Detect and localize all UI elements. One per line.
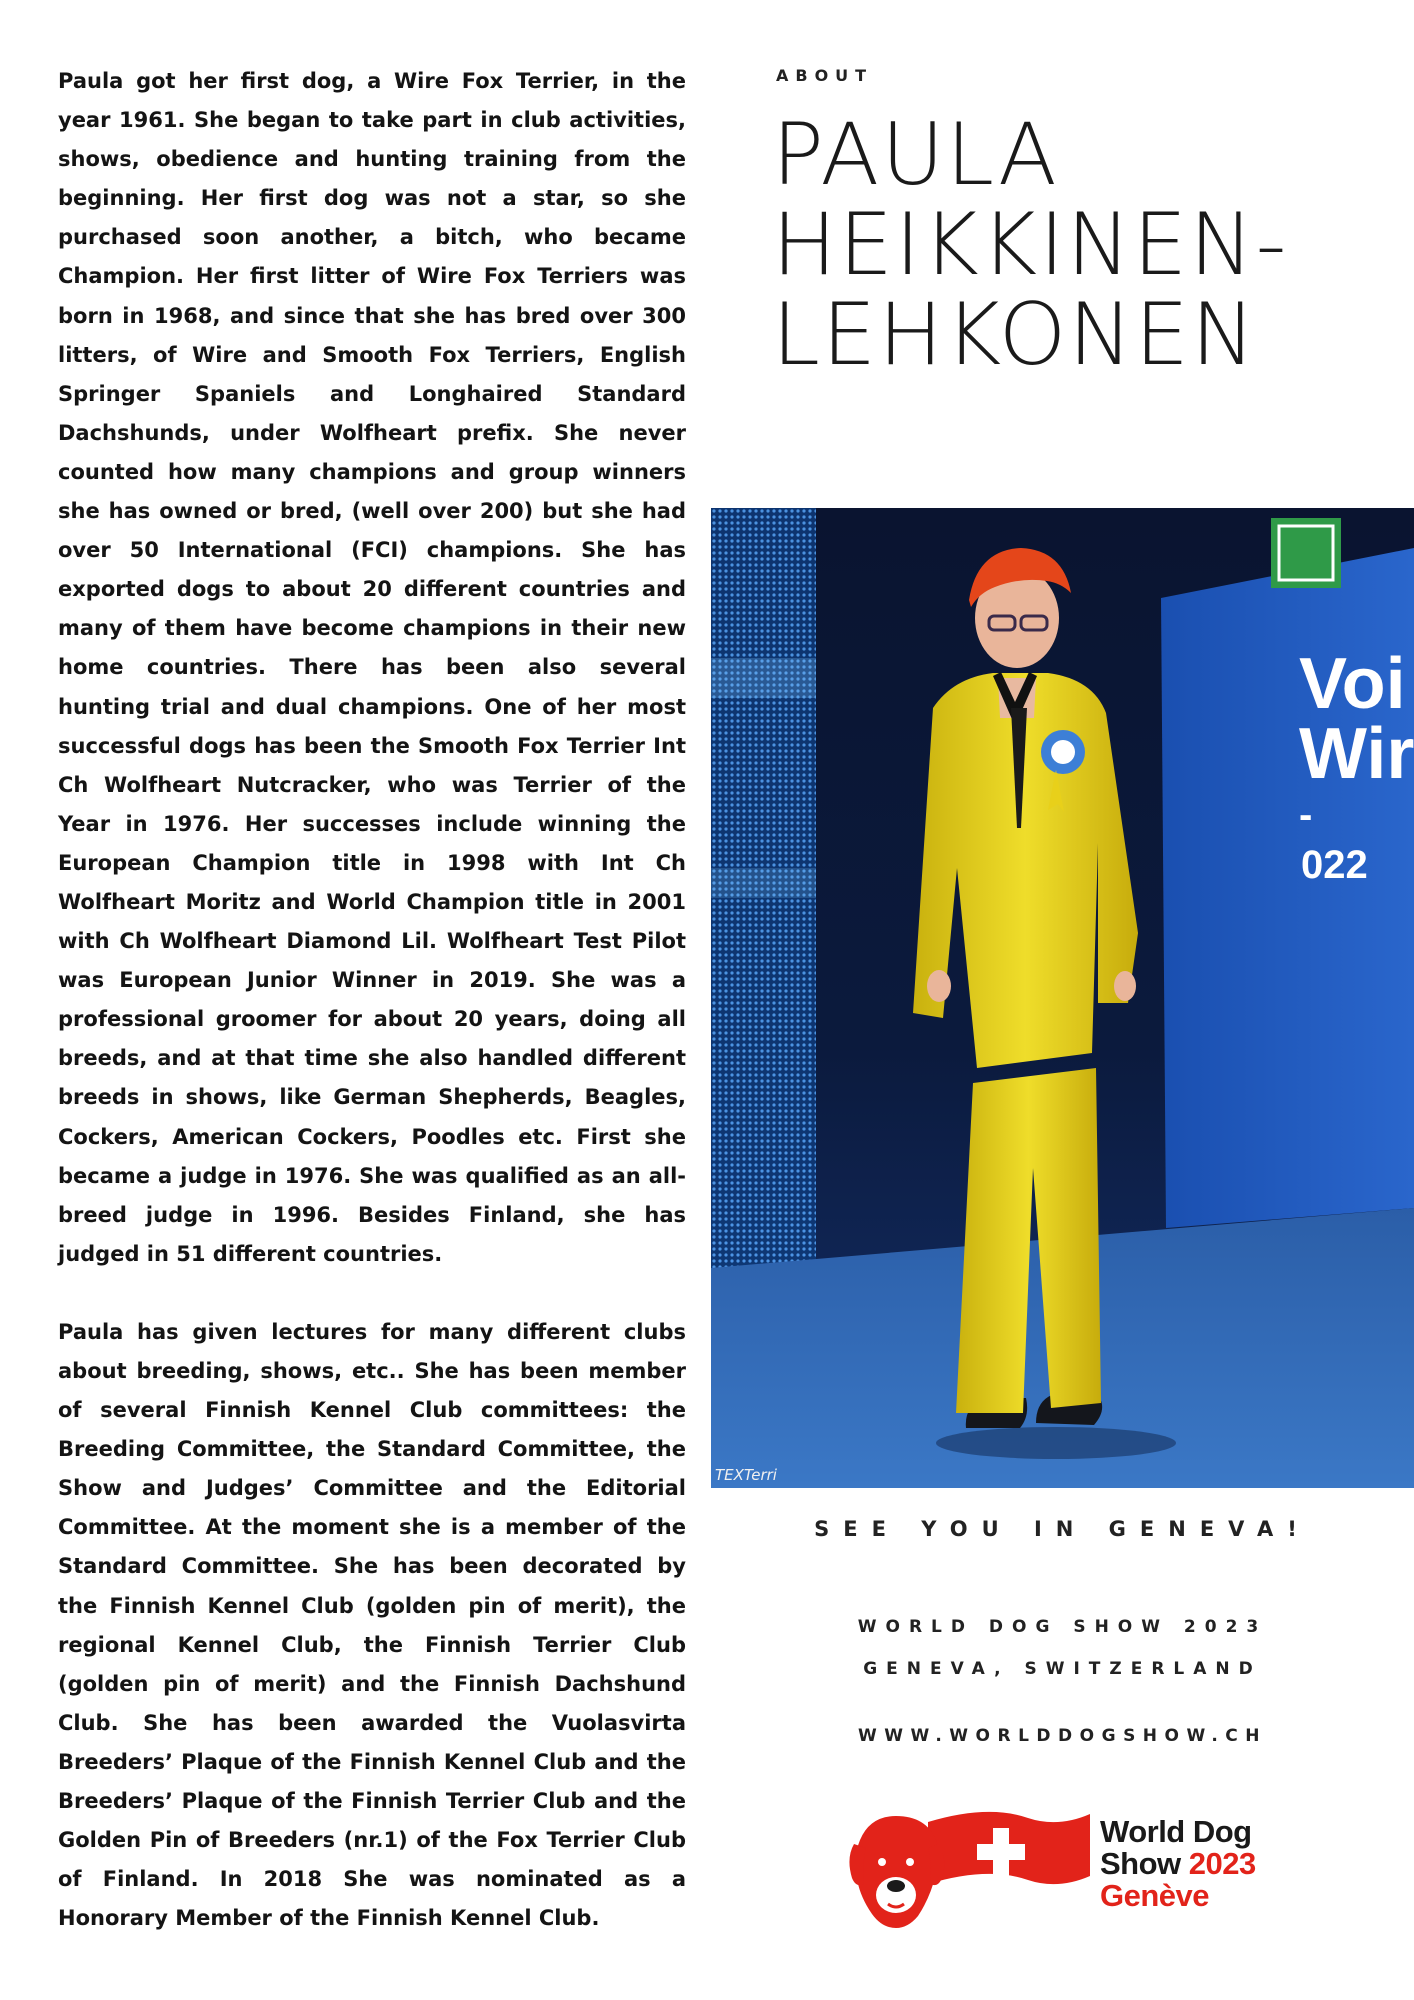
website-link[interactable]: WWW.WORLDDOGSHOW.CH — [857, 1726, 1268, 1746]
logo-line-2a: Show — [1100, 1846, 1189, 1881]
exit-sign — [1271, 518, 1341, 588]
photo-credit: TEXTerri — [715, 1466, 777, 1484]
section-eyebrow: ABOUT — [776, 66, 874, 85]
logo-line-2b: 2023 — [1188, 1846, 1256, 1881]
event-info — [711, 1606, 1414, 1690]
bio-paragraph-1: Paula got her first dog, a Wire Fox Terrier, in the year 1961. She began to take part in club activities, shows, obedience and hunting training from the beginning. Her first dog was not a star, so she purchased soon another, a bitch, who became Champion. Her first litter of Wire Fox Terriers was born in 1968, and since that she has bred over 300 litters, of Wire and Smooth Fox Terriers, English Springer Spaniels and Longhaired Standard Dachshunds, under Wolfheart prefix. She never counted how many champions and group winners she has owned or bred, (well over 200) but she had over 50 International (FCI) champions. She has exported dogs to about 20 different countries and many of them have become champions in their new home countries. There has been also several hunting trial and dual champions. One of her most successful dogs has been the Smooth Fox Terrier Int Ch Wolfheart Nutcracker, who was Terrier of the Year in 1976. Her successes include winning the European Champion title in 1998 with Int Ch Wolfheart Moritz and World Champion title in 2001 with Ch Wolfheart Diamond Lil. Wolfheart Test Pilot was European Junior Winner in 2019. She was a professional groomer for about 20 years, doing all breeds, and at that time she also handled different breeds in shows, like German Shepherds, Beagles, Cockers, American Cockers, Poodles etc. First she became a judge in 1976. She was qualified as an all-breed judge in 1996. Besides Finland, she has judged in 51 different countries. — [58, 69, 686, 1266]
judge-photo — [711, 508, 1414, 1488]
dog-flag-icon — [848, 1800, 1093, 1930]
screen-text-2: Wir — [1299, 714, 1414, 794]
tagline: SEE YOU IN GENEVA! — [814, 1517, 1311, 1541]
logo-wordmark — [1100, 1816, 1256, 1912]
biography — [58, 62, 686, 1938]
screen-text-3: - — [1299, 793, 1313, 837]
logo-line-1: World Dog — [1100, 1814, 1252, 1849]
logo-line-3: Genève — [1100, 1878, 1210, 1913]
event-location: GENEVA, SWITZERLAND — [863, 1659, 1262, 1679]
bio-paragraph-2: Paula has given lectures for many different clubs about breeding, shows, etc.. She has been member of several Finnish Kennel Club committees: the Breeding Committee, the Standard Committee, the Show and Judges’ Committee and the Editorial Committee. At the moment she is a member of the Standard Committee. She has been decorated by the Finnish Kennel Club (golden pin of merit), the regional Kennel Club, the Finnish Terrier Club (golden pin of merit) and the Finnish Dachshund Club. She has been awarded the Vuolasvirta Breeders’ Plaque of the Finnish Kennel Club and the Breeders’ Plaque of the Finnish Terrier Club and the Golden Pin of Breeders (nr.1) of the Fox Terrier Club of Finland. In 2018 She was nominated as a Honorary Member of the Finnish Kennel Club. — [58, 1319, 686, 1931]
name-line-2: HEIKKINEN- — [772, 195, 1289, 295]
world-dog-show-logo — [848, 1800, 1288, 1930]
screen-text-4: 022 — [1301, 843, 1368, 887]
name-line-1: PAULA — [772, 105, 1059, 205]
event-name: WORLD DOG SHOW 2023 — [857, 1617, 1268, 1637]
page-title — [772, 105, 1392, 385]
screen-text-1: Voi — [1299, 644, 1406, 724]
name-line-3: LEHKONEN — [772, 285, 1258, 385]
